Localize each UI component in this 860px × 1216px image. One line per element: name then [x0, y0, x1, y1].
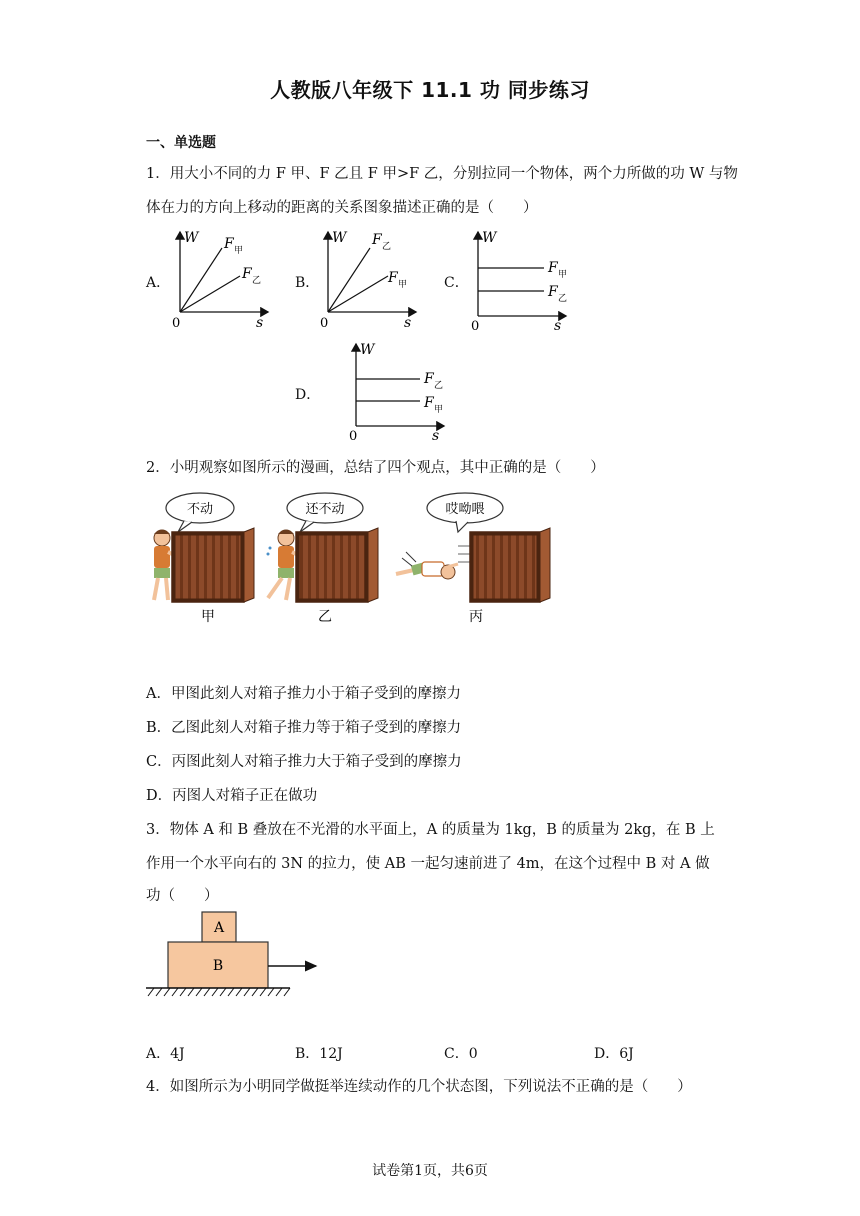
q3-stem-line2: 作用一个水平向右的 3N 的拉力，使 AB 一起匀速前进了 4m，在这个过程中 B 对 A 做: [146, 856, 710, 872]
q1-option-a-graph: [164, 226, 284, 332]
q2-option-c: C．丙图此刻人对箱子推力大于箱子受到的摩擦力: [146, 754, 462, 770]
q3-option-b: B．12J: [295, 1046, 343, 1062]
axis-x-label: s: [404, 315, 412, 331]
q4-stem: 4．如图所示为小明同学做挺举连续动作的几个状态图，下列说法不正确的是（ ）: [146, 1079, 692, 1095]
lower-force-label: F: [424, 395, 434, 411]
origin-label: 0: [349, 429, 358, 444]
bubble-text: 还不动: [305, 502, 345, 517]
q1-option-d-label: D．: [295, 387, 321, 403]
comic-panel-3: [396, 493, 550, 625]
q3-option-c: C．0: [444, 1046, 478, 1062]
origin-label: 0: [471, 319, 480, 332]
q3-stem-line1: 3．物体 A 和 B 叠放在不光滑的水平面上，A 的质量为 1kg，B 的质量为 2kg，在 B 上: [146, 822, 715, 838]
line-lower: [180, 276, 240, 312]
panel-caption: 丙: [469, 609, 483, 625]
motion-lines: [458, 546, 470, 562]
upper-force-label: F: [372, 232, 382, 248]
q1-option-c-label: C．: [444, 275, 469, 291]
section-heading: 一、单选题: [146, 135, 216, 151]
lower-force-label: F: [242, 266, 252, 282]
lower-force-sub: 甲: [398, 280, 408, 290]
q1-option-c-graph: [462, 226, 582, 332]
q2-option-b: B．乙图此刻人对箱子推力等于箱子受到的摩擦力: [146, 720, 462, 736]
axis-y-label: W: [482, 230, 497, 246]
q1-stem-line1: 1．用大小不同的力 F 甲、F 乙且 F 甲>F 乙，分别拉同一个物体，两个力所做的功 W 与物: [146, 166, 738, 182]
q2-option-a: A．甲图此刻人对箱子推力小于箱子受到的摩擦力: [146, 686, 461, 702]
axis-y-label: W: [332, 230, 347, 246]
wooden-crate: [296, 528, 378, 602]
line-upper: [180, 248, 222, 312]
upper-force-sub: 乙: [382, 242, 392, 252]
comic-panel-1: [154, 493, 254, 625]
lower-force-sub: 乙: [252, 276, 262, 286]
q3-blocks-diagram: [144, 908, 334, 1000]
q2-comic: [140, 488, 560, 628]
comic-panel-2: [267, 493, 379, 625]
upper-force-sub: 甲: [234, 246, 244, 256]
q1-option-b-graph: [312, 226, 432, 332]
q3-stem-line3: 功（ ）: [146, 888, 219, 904]
line-upper: [328, 248, 370, 312]
lower-force-label: F: [548, 284, 558, 300]
upper-force-label: F: [424, 371, 434, 387]
axis-y-label: W: [184, 230, 199, 246]
upper-force-label: F: [548, 260, 558, 276]
q1-option-b-label: B．: [295, 275, 320, 291]
origin-label: 0: [320, 316, 329, 331]
bubble-text: 不动: [186, 502, 214, 517]
upper-force-sub: 乙: [434, 381, 444, 391]
axis-x-label: s: [432, 428, 440, 444]
axis-y-label: W: [360, 342, 375, 358]
lower-force-label: F: [388, 270, 398, 286]
block-b-label: B: [212, 958, 224, 974]
wooden-crate: [470, 528, 550, 602]
upper-force-label: F: [224, 236, 234, 252]
q1-option-d-graph: [340, 338, 460, 444]
lower-force-sub: 甲: [434, 405, 444, 415]
falling-boy-figure: [396, 552, 458, 579]
page-footer: 试卷第1页，共6页: [372, 1163, 488, 1179]
q2-stem: 2．小明观察如图所示的漫画，总结了四个观点，其中正确的是（ ）: [146, 460, 605, 476]
block-a-label: A: [213, 920, 225, 936]
upper-force-sub: 甲: [558, 270, 568, 280]
panel-caption: 乙: [318, 609, 332, 625]
bubble-text: 哎呦喂: [445, 502, 485, 517]
wooden-crate: [172, 528, 254, 602]
q2-option-d: D．丙图人对箱子正在做功: [146, 788, 318, 804]
q1-option-a-label: A．: [146, 275, 171, 291]
q3-option-d: D．6J: [594, 1046, 634, 1062]
axis-x-label: s: [256, 315, 264, 331]
q3-option-a: A．4J: [146, 1046, 185, 1062]
panel-caption: 甲: [201, 609, 215, 625]
ground-surface: [146, 988, 290, 996]
origin-label: 0: [172, 316, 181, 331]
boy-figure: [267, 530, 301, 600]
axis-x-label: s: [554, 318, 562, 332]
lower-force-sub: 乙: [558, 294, 568, 304]
page-title: 人教版八年级下 11.1 功 同步练习: [270, 78, 590, 102]
line-lower: [328, 276, 388, 312]
q1-stem-line2: 体在力的方向上移动的距离的关系图象描述正确的是（ ）: [146, 200, 538, 216]
